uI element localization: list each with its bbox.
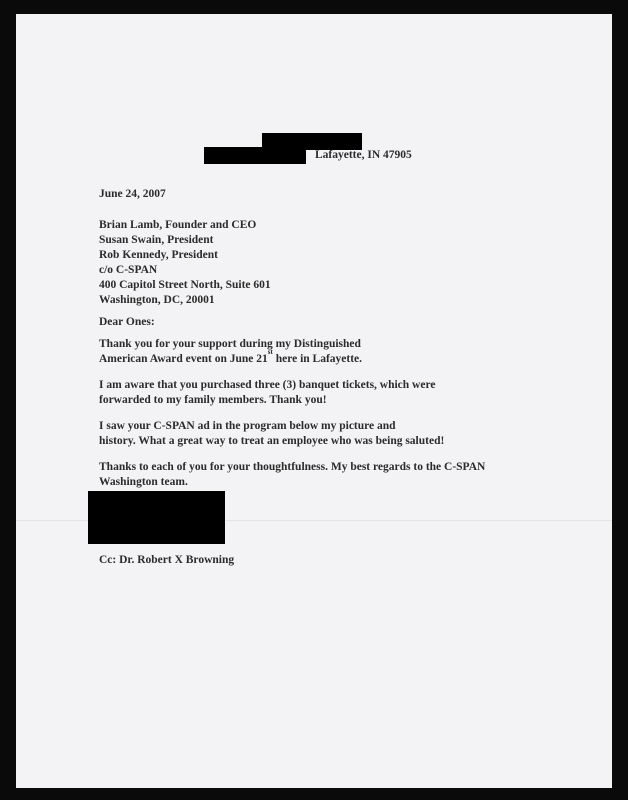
- recipient-address: [99, 218, 271, 308]
- paragraph-text: here in Lafayette.: [272, 353, 363, 365]
- paragraph-line: Thank you for your support during my Distinguished: [99, 338, 361, 350]
- paragraph-4: [99, 460, 485, 490]
- paragraph-line: [99, 348, 363, 367]
- redaction-signature: [88, 491, 225, 544]
- paragraph-line: Thanks to each of you for your thoughtfulness. My best regards to the C-SPAN: [99, 461, 486, 473]
- paragraph-3: [99, 419, 444, 449]
- recipient-line: Brian Lamb, Founder and CEO: [99, 219, 257, 231]
- redaction-sender-street: [204, 147, 306, 164]
- sender-location: Lafayette, IN 47905: [315, 149, 412, 161]
- paragraph-line: I saw your C-SPAN ad in the program below my picture and: [99, 420, 396, 432]
- letter-date: June 24, 2007: [99, 188, 166, 200]
- recipient-line: c/o C-SPAN: [99, 264, 158, 276]
- recipient-line: 400 Capitol Street North, Suite 601: [99, 279, 271, 291]
- salutation: Dear Ones:: [99, 316, 155, 328]
- recipient-line: Susan Swain, President: [99, 234, 214, 246]
- paragraph-2: [99, 378, 435, 408]
- ordinal-suffix: st: [267, 348, 273, 357]
- paragraph-line: I am aware that you purchased three (3) banquet tickets, which were: [99, 379, 436, 391]
- paragraph-line: history. What a great way to treat an employee who was being saluted!: [99, 435, 445, 447]
- recipient-line: Washington, DC, 20001: [99, 294, 215, 306]
- recipient-line: Rob Kennedy, President: [99, 249, 218, 261]
- paragraph-1: [99, 337, 362, 367]
- paragraph-line: Washington team.: [99, 476, 188, 488]
- paragraph-line: forwarded to my family members. Thank you!: [99, 394, 327, 406]
- paragraph-text: American Award event on June 21: [99, 353, 268, 365]
- cc-line: Cc: Dr. Robert X Browning: [99, 554, 235, 566]
